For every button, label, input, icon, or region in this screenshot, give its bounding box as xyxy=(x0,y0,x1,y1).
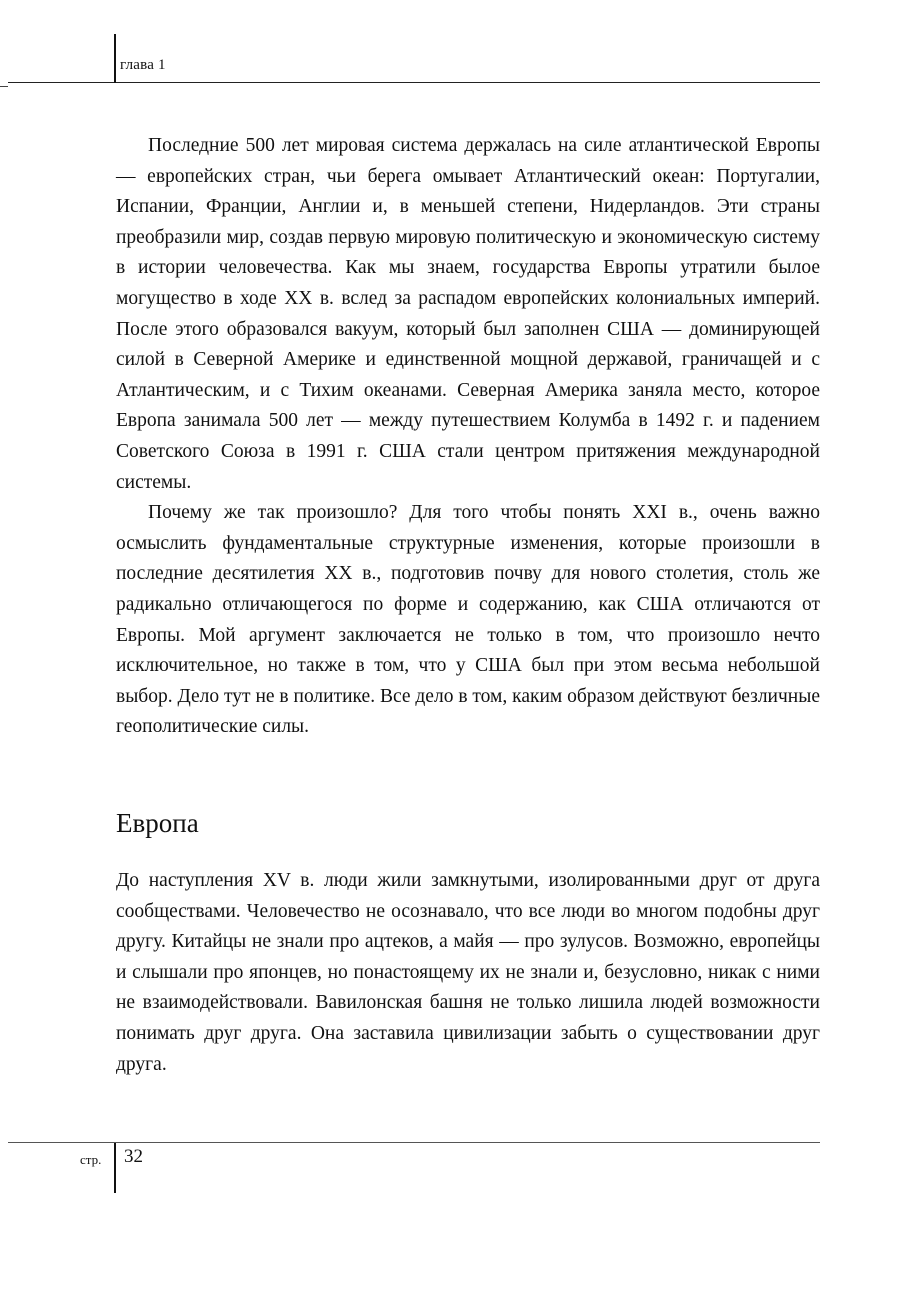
intro-section xyxy=(116,131,820,743)
paragraph: Последние 500 лет мировая система держалась на силе атлантической Европы — европейских стран, чьи берега омывает Атлантический океан: Португалии, Испании, Франции, Англии и, в меньшей степени, Нидерландов. Эти страны преобразили мир, создав первую мировую политическую и экономическую систему в истории человечества. Как мы знаем, государства Европы утратили былое могущество в ходе XX в. вслед за распадом европейских колониальных империй. После этого образовался вакуум, который был заполнен США — доминирующей силой в Северной Америке и единственной мощной державой, граничащей и с Атлантическим, и с Тихим океанами. Северная Америка заняла место, которое Европа занимала 500 лет — между путешествием Колумба в 1492 г. и падением Советского Союза в 1991 г. США стали центром притяжения международной системы. xyxy=(116,135,820,493)
paragraph: До наступления XV в. люди жили замкнутыми, изолированными друг от друга сообществами. Человечество не осознавало, что все люди во многом подобны друг другу. Китайцы не знали про ацтеков, а майя — про зулусов. Возможно, европейцы и слышали про японцев, но понастоящему их не знали и, безусловно, никак с ними не взаимодействовали. Вавилонская башня не только лишила людей возможности понимать друг друга. Она заставила цивилизации забыть о существовании друг друга. xyxy=(116,870,820,1075)
header-rule xyxy=(8,82,820,83)
header-vertical-bar xyxy=(114,34,116,83)
paragraph: Почему же так произошло? Для того чтобы понять XXI в., очень важно осмыслить фундаментальные структурные изменения, которые произошли в последние десятилетия XX в., подготовив почву для нового столетия, столь же радикально отличающегося по форме и содержанию, как США отличаются от Европы. Мой аргумент заключается не только в том, что произошло нечто исключительное, но также в том, что у США был при этом весьма небольшой выбор. Дело тут не в политике. Все дело в том, каким образом действуют безличные геополитические силы. xyxy=(116,502,820,738)
page-number: 32 xyxy=(124,1146,143,1167)
page-label: стр. xyxy=(80,1152,102,1167)
europe-section xyxy=(116,866,820,1080)
header-edge-mark xyxy=(0,86,8,87)
section-heading: Европа xyxy=(116,808,199,838)
chapter-label: глава 1 xyxy=(120,57,166,73)
footer-rule xyxy=(8,1142,820,1143)
footer-vertical-bar xyxy=(114,1143,116,1193)
